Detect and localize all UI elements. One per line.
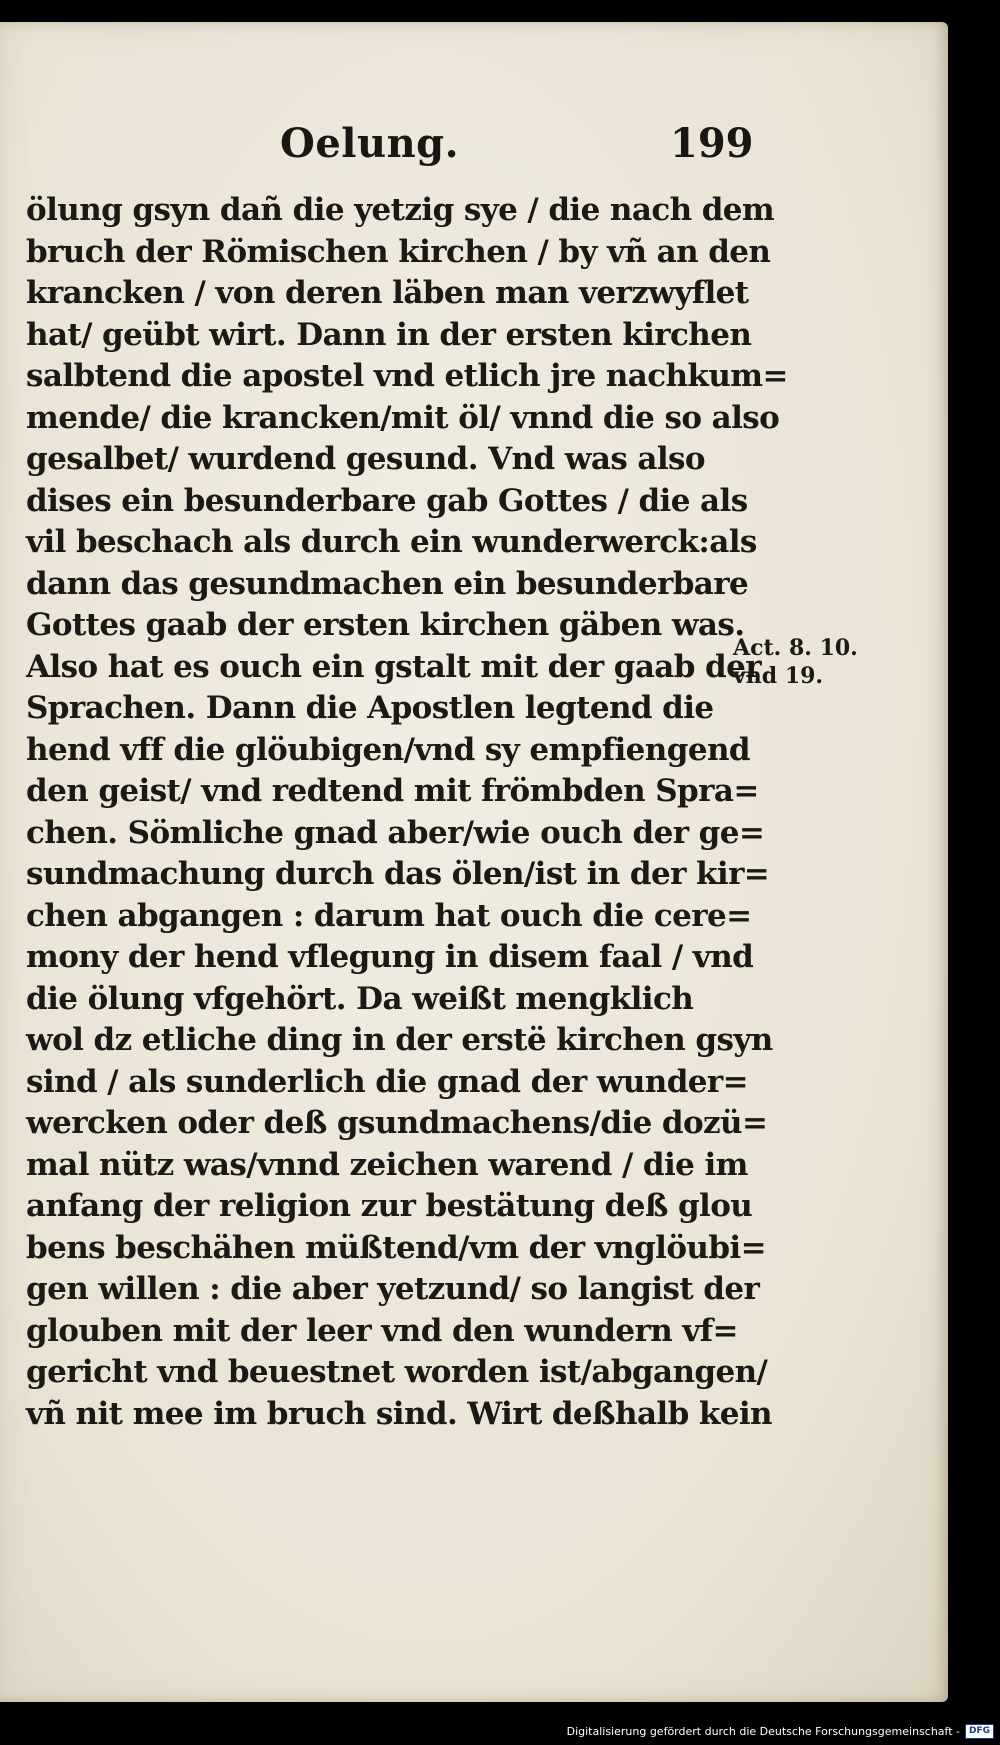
text-line: hend vff die glöubigen/vnd sy empfiengend: [26, 731, 750, 768]
running-head: Oelung.: [280, 120, 460, 167]
text-line: salbtend die apostel vnd etlich jre nachkum=: [26, 358, 788, 394]
page-number: 199: [670, 120, 754, 167]
text-line: gesalbet/ wurdend gesund. Vnd was also: [26, 441, 705, 477]
text-line: die ölung vfgehört. Da weißt mengklich: [26, 980, 694, 1017]
text-line: mony der hend vflegung in disem faal / vnd: [26, 939, 754, 975]
text-line: bens beschähen müßtend/vm der vnglöubi=: [26, 1229, 766, 1266]
marginal-note: [733, 634, 858, 690]
text-line: gen willen : die aber yetzund/ so langist der: [26, 1271, 760, 1307]
marginal-note-line: Act. 8. 10.: [733, 635, 858, 661]
text-line: Also hat es ouch ein gstalt mit der gaab der: [26, 648, 761, 685]
marginal-note-line: vnd 19.: [733, 663, 824, 689]
text-line: krancken / von deren läben man verzwyflet: [26, 275, 749, 311]
text-line: anfang der religion zur bestätung deß glou: [26, 1188, 753, 1224]
text-line: Sprachen. Dann die Apostlen legtend die: [26, 690, 714, 726]
text-line: wol dz etliche ding in der erstë kirchen gsyn: [26, 1022, 773, 1058]
text-line: glouben mit der leer vnd den wundern vf=: [26, 1312, 738, 1349]
text-line: den geist/ vnd redtend mit frömbden Spra=: [26, 773, 759, 809]
text-line: dann das gesundmachen ein besunderbare: [26, 565, 749, 602]
text-line: gericht vnd beuestnet worden ist/abgangen/: [26, 1354, 768, 1390]
dfg-logo-icon: DFG: [965, 1724, 994, 1739]
text-line: hat/ geübt wirt. Dann in der ersten kirchen: [26, 316, 752, 353]
text-line: wercken oder deß gsundmachens/die dozü=: [26, 1105, 768, 1141]
text-line: chen. Sömliche gnad aber/wie ouch der ge=: [26, 814, 765, 851]
text-line: chen abgangen : darum hat ouch die cere=: [26, 897, 752, 934]
text-line: dises ein besunderbare gab Gottes / die als: [26, 482, 748, 519]
text-line: Gottes gaab der ersten kirchen gäben was.: [26, 607, 745, 643]
text-line: mende/ die krancken/mit öl/ vnnd die so also: [26, 399, 780, 436]
text-line: vil beschach als durch ein wunderwerck:als: [26, 524, 757, 560]
credit-text: Digitalisierung gefördert durch die Deutsche Forschungsgemeinschaft -: [566, 1724, 960, 1738]
book-page: [0, 22, 948, 1702]
text-line: vñ nit mee im bruch sind. Wirt deßhalb kein: [26, 1395, 772, 1432]
text-line: sind / als sunderlich die gnad der wunder=: [26, 1063, 749, 1100]
digitization-credit: [567, 1723, 994, 1739]
text-line: mal nütz was/vnnd zeichen warend / die im: [26, 1146, 748, 1183]
text-line: sundmachung durch das ölen/ist in der kir=: [26, 856, 770, 892]
text-line: bruch der Römischen kirchen / by vñ an den: [26, 233, 771, 270]
text-line: ölung gsyn dañ die yetzig sye / die nach dem: [26, 192, 775, 228]
